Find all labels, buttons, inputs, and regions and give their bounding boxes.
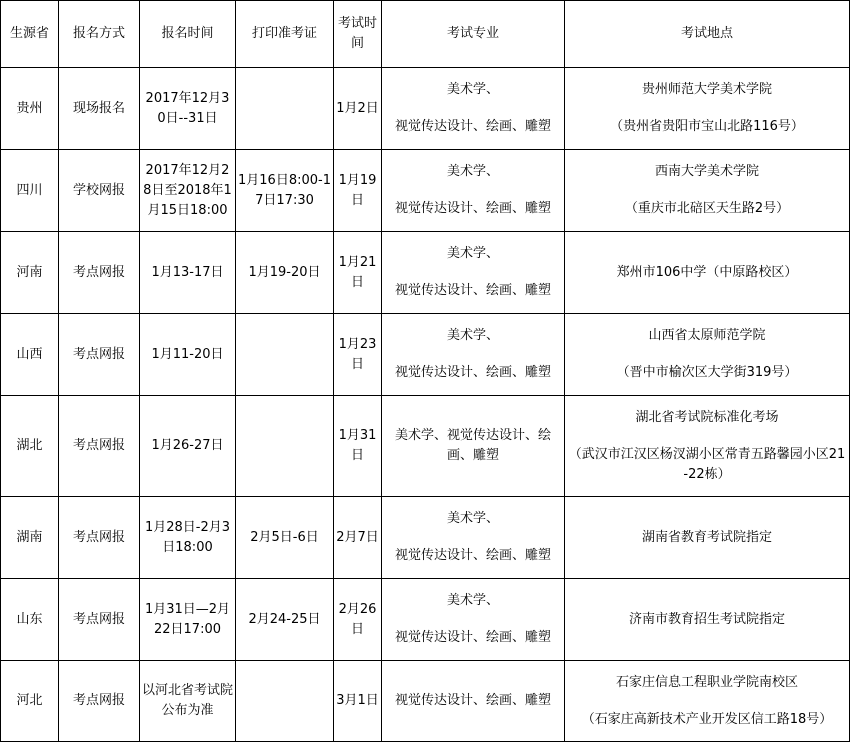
cell-print-ticket: 2月5日-6日 [236, 497, 334, 579]
table-row [1, 150, 850, 232]
table-row [1, 232, 850, 314]
cell-print-ticket: 2月24-25日 [236, 579, 334, 661]
location-name: 湖北省考试院标准化考场 [635, 409, 779, 425]
major-line: 美术学、 [446, 82, 499, 97]
major-line: 视觉传达设计、绘画、雕塑 [394, 365, 551, 380]
header-reg-time: 报名时间 [140, 1, 236, 68]
header-print-ticket: 打印准考证 [236, 1, 334, 68]
major-line: 美术学、 [446, 246, 499, 261]
cell-location [565, 396, 850, 497]
cell-method: 学校网报 [59, 150, 140, 232]
table-row [1, 661, 850, 742]
major-line: 视觉传达设计、绘画、雕塑 [394, 119, 551, 134]
table-row [1, 579, 850, 661]
cell-reg-time: 1月13-17日 [140, 232, 236, 314]
location-address: （贵州省贵阳市宝山北路116号） [610, 119, 804, 134]
header-province: 生源省 [1, 1, 59, 68]
cell-major [382, 314, 565, 396]
cell-reg-time: 1月26-27日 [140, 396, 236, 497]
cell-location [565, 232, 850, 314]
table-row [1, 396, 850, 497]
location-name: 西南大学美术学院 [654, 164, 759, 179]
cell-major [382, 579, 565, 661]
location-name: 郑州市106中学（中原路校区） [616, 264, 798, 280]
cell-exam-time: 2月26日 [334, 579, 382, 661]
cell-exam-time: 3月1日 [334, 661, 382, 742]
cell-province: 山西 [1, 314, 59, 396]
cell-print-ticket: 1月19-20日 [236, 232, 334, 314]
location-address: （晋中市榆次区大学街319号） [616, 365, 798, 380]
table-row [1, 68, 850, 150]
cell-major [382, 68, 565, 150]
cell-exam-time: 1月2日 [334, 68, 382, 150]
cell-exam-time: 1月31日 [334, 396, 382, 497]
cell-location [565, 150, 850, 232]
header-method: 报名方式 [59, 1, 140, 68]
cell-location [565, 661, 850, 742]
cell-major [382, 150, 565, 232]
cell-province: 河北 [1, 661, 59, 742]
cell-print-ticket [236, 661, 334, 742]
cell-location [565, 314, 850, 396]
cell-method: 考点网报 [59, 661, 140, 742]
cell-print-ticket: 1月16日8:00-17日17:30 [236, 150, 334, 232]
cell-province: 河南 [1, 232, 59, 314]
cell-reg-time: 2017年12月28日至2018年1月15日18:00 [140, 150, 236, 232]
cell-province: 山东 [1, 579, 59, 661]
cell-reg-time: 1月28日-2月3日18:00 [140, 497, 236, 579]
cell-location [565, 68, 850, 150]
cell-print-ticket [236, 68, 334, 150]
cell-province: 湖南 [1, 497, 59, 579]
location-name: 石家庄信息工程职业学院南校区 [615, 674, 798, 690]
cell-exam-time: 1月21日 [334, 232, 382, 314]
cell-method: 考点网报 [59, 497, 140, 579]
cell-method: 考点网报 [59, 232, 140, 314]
cell-reg-time: 1月11-20日 [140, 314, 236, 396]
major-line: 美术学、 [446, 593, 499, 608]
cell-province: 湖北 [1, 396, 59, 497]
cell-print-ticket [236, 314, 334, 396]
location-name: 山西省太原师范学院 [648, 328, 766, 343]
cell-province: 贵州 [1, 68, 59, 150]
location-address: （重庆市北碚区天生路2号） [624, 201, 790, 216]
header-location: 考试地点 [565, 1, 850, 68]
cell-exam-time: 2月7日 [334, 497, 382, 579]
cell-method: 考点网报 [59, 396, 140, 497]
cell-exam-time: 1月23日 [334, 314, 382, 396]
major-line: 美术学、 [446, 328, 499, 343]
major-line: 美术学、视觉传达设计、绘画、雕塑 [394, 428, 551, 463]
table-row [1, 314, 850, 396]
cell-major [382, 232, 565, 314]
location-address: （武汉市江汉区杨汊湖小区常青五路馨园小区21-22栋） [568, 446, 846, 482]
header-major: 考试专业 [382, 1, 565, 68]
major-line: 视觉传达设计、绘画、雕塑 [394, 630, 551, 645]
cell-location [565, 579, 850, 661]
major-line: 视觉传达设计、绘画、雕塑 [394, 548, 551, 563]
cell-method: 考点网报 [59, 579, 140, 661]
cell-location [565, 497, 850, 579]
header-exam-time: 考试时间 [334, 1, 382, 68]
cell-province: 四川 [1, 150, 59, 232]
cell-reg-time: 以河北省考试院公布为准 [140, 661, 236, 742]
location-address: （石家庄高新技术产业开发区信工路18号） [581, 711, 833, 727]
major-line: 美术学、 [446, 511, 499, 526]
cell-exam-time: 1月19日 [334, 150, 382, 232]
table-row [1, 497, 850, 579]
cell-reg-time: 2017年12月30日--31日 [140, 68, 236, 150]
cell-reg-time: 1月31日—2月22日17:00 [140, 579, 236, 661]
cell-major [382, 396, 565, 497]
table-header-row [1, 1, 850, 68]
major-line: 美术学、 [446, 164, 499, 179]
major-line: 视觉传达设计、绘画、雕塑 [394, 201, 551, 216]
location-name: 济南市教育招生考试院指定 [628, 611, 785, 627]
location-name: 湖南省教育考试院指定 [641, 529, 772, 545]
cell-print-ticket [236, 396, 334, 497]
major-line: 视觉传达设计、绘画、雕塑 [394, 693, 551, 708]
cell-major [382, 497, 565, 579]
cell-major [382, 661, 565, 742]
cell-method: 现场报名 [59, 68, 140, 150]
location-name: 贵州师范大学美术学院 [641, 82, 772, 97]
cell-method: 考点网报 [59, 314, 140, 396]
major-line: 视觉传达设计、绘画、雕塑 [394, 283, 551, 298]
